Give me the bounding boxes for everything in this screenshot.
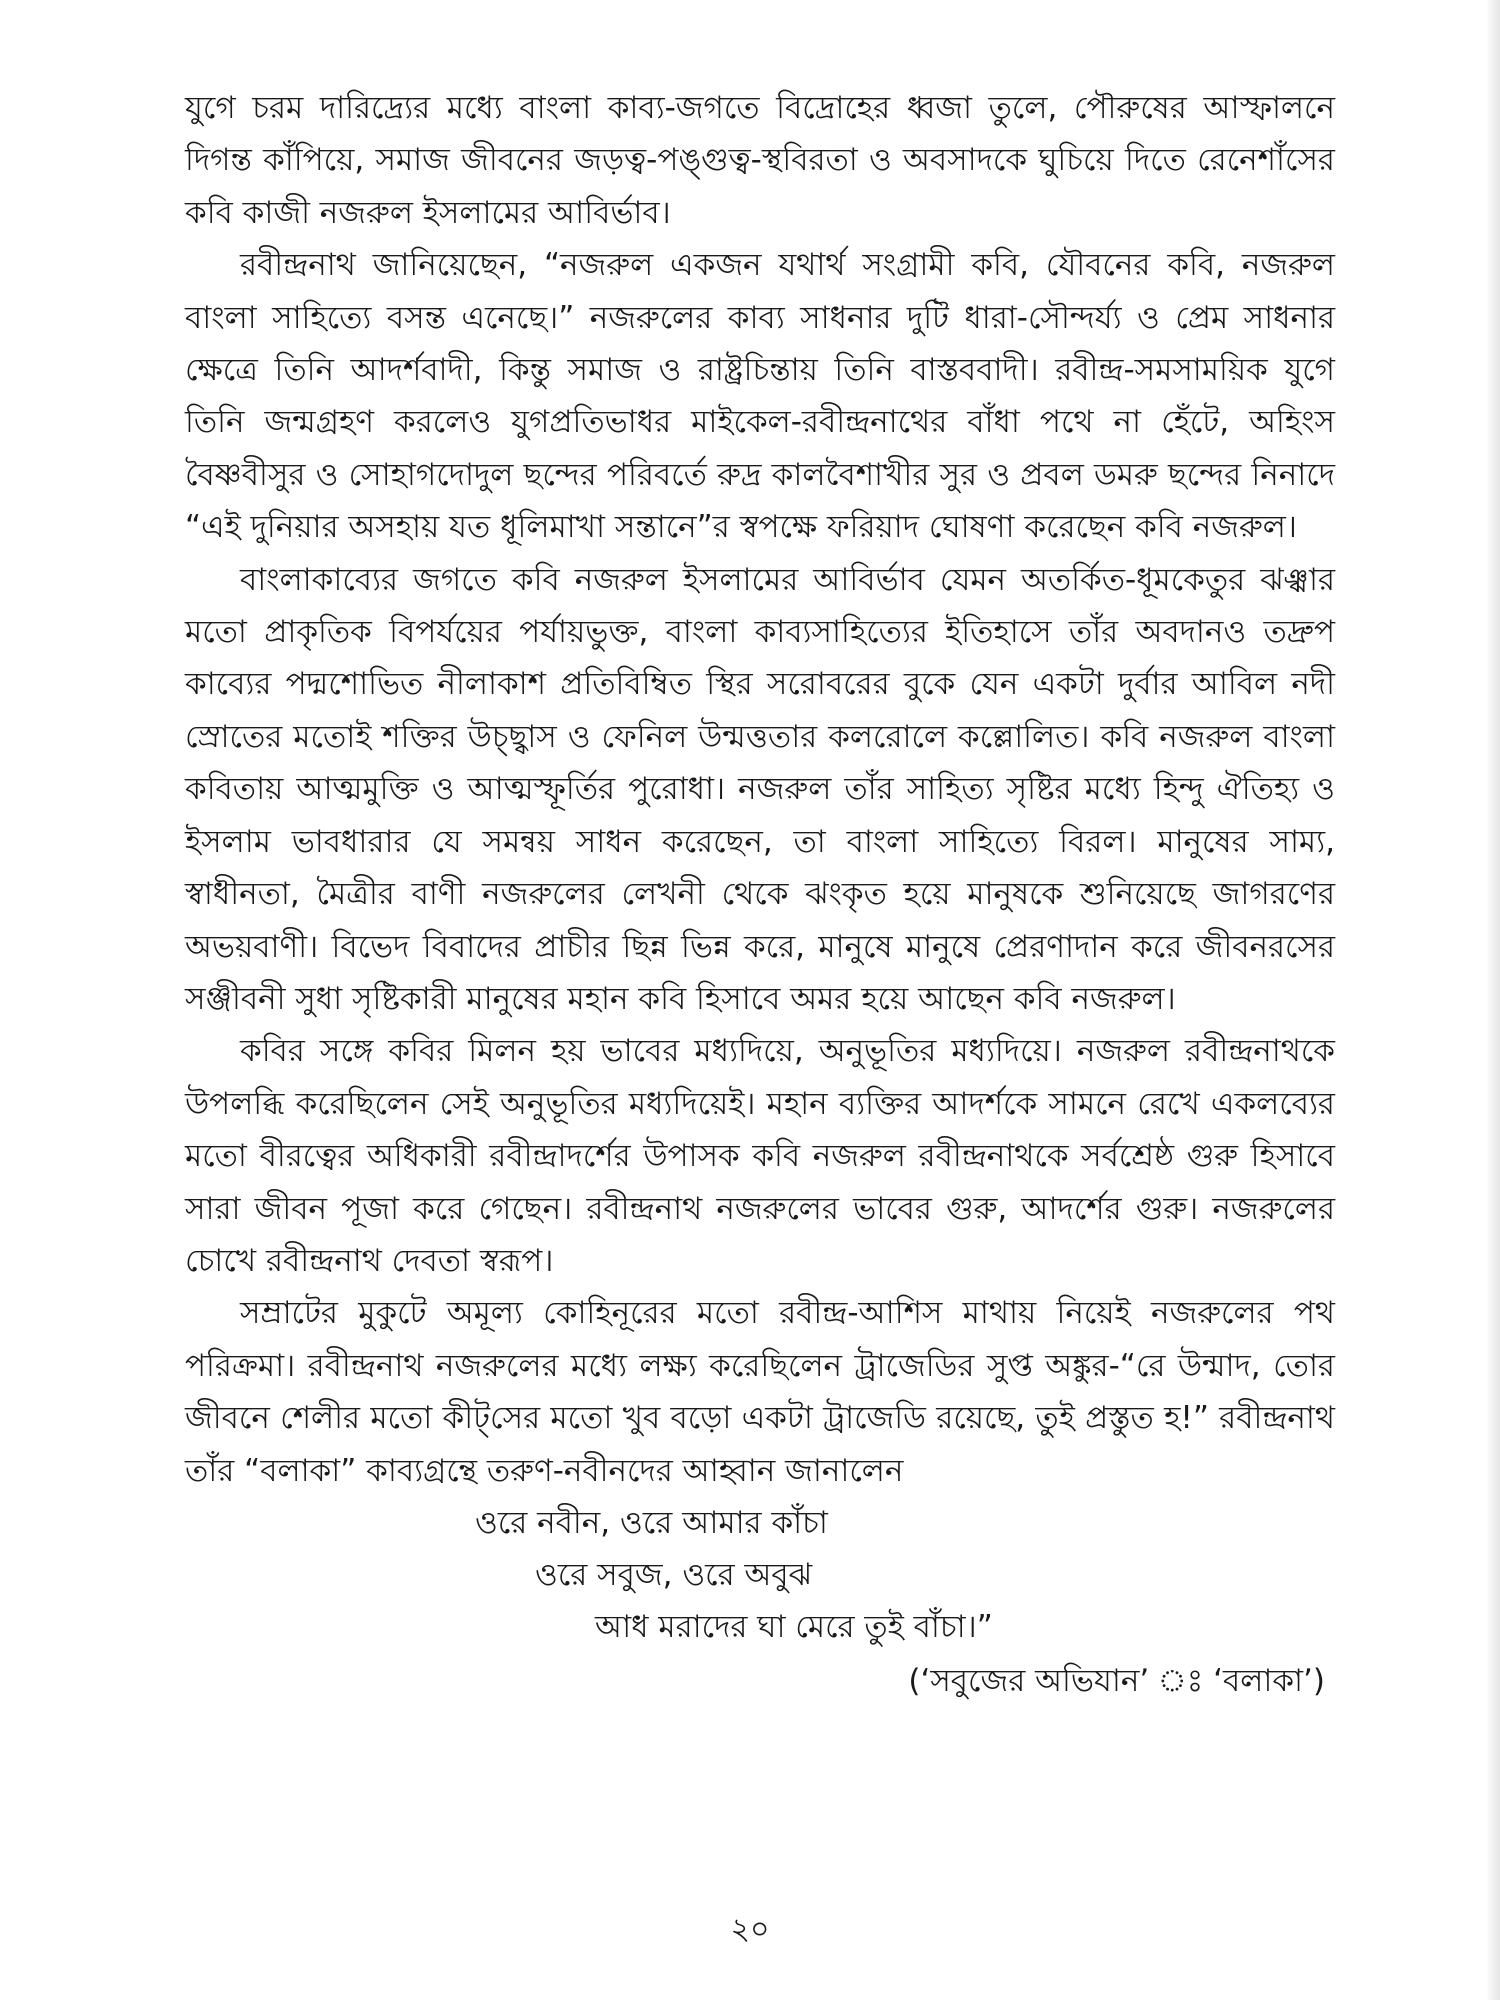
paragraph-2: রবীন্দ্রনাথ জানিয়েছেন, “নজরুল একজন যথার্থ সংগ্রামী কবি, যৌবনের কবি, নজরুল বাংলা সাহিত্যে বসন্ত এনেছে।” নজরুলের কাব্য সাধনার দুটি ধারা-সৌন্দর্য্য ও প্রেম সাধনার ক্ষেত্রে তিনি আদর্শবাদী, কিন্তু সমাজ ও রাষ্ট্রচিন্তায় তিনি বাস্তববাদী। রবীন্দ্র-সমসাময়িক যুগে তিনি জন্মগ্রহণ করলেও যুগপ্রতিভাধর মাইকেল-রবীন্দ্রনাথের বাঁধা পথে না হেঁটে, অহিংস বৈষ্ণবীসুর ও সোহাগদোদুল ছন্দের পরিবর্তে রুদ্র কালবৈশাখীর সুর ও প্রবল ডমরু ছন্দের নিনাদে “এই দুনিয়ার অসহায় যত ধূলিমাখা সন্তানে”র স্বপক্ষে ফরিয়াদ ঘোষণা করেছেন কবি নজরুল। bbox=[185, 247, 1335, 546]
paragraph-5: সম্রাটের মুকুটে অমূল্য কোহিনূরের মতো রবীন্দ্র-আশিস মাথায় নিয়েই নজরুলের পথ পরিক্রমা। রবীন্দ্রনাথ নজরুলের মধ্যে লক্ষ্য করেছিলেন ট্রাজেডির সুপ্ত অঙ্কুর-“রে উন্মাদ, তোর জীবনে শেলীর মতো কীট্‌সের মতো খুব বড়ো একটা ট্রাজেডি রয়েছে, তুই প্রস্তুত হ!” রবীন্দ্রনাথ তাঁর “বলাকা” কাব্যগ্রন্থে তরুণ-নবীনদের আহ্বান জানালেন bbox=[185, 1295, 1335, 1489]
quoted-verse bbox=[185, 1497, 1335, 1707]
page-number: ২০ bbox=[730, 1912, 770, 1947]
verse-line-1: ওরে নবীন, ওরে আমার কাঁচা bbox=[475, 1504, 828, 1541]
paragraph-1: যুগে চরম দারিদ্র্যের মধ্যে বাংলা কাব্য-জগতে বিদ্রোহের ধ্বজা তুলে, পৌরুষের আস্ফালনে দিগন্ত কাঁপিয়ে, সমাজ জীবনের জড়ত্ব-পঙ্গুত্ব-স্থবিরতা ও অবসাদকে ঘুচিয়ে দিতে রেনেশাঁসের কবি কাজী নজরুল ইসলামের আবির্ভাব। bbox=[185, 90, 1335, 231]
body-text bbox=[185, 82, 1335, 1707]
paragraph-3: বাংলাকাব্যের জগতে কবি নজরুল ইসলামের আবির্ভাব যেমন অতর্কিত-ধূমকেতুর ঝঞ্ঝার মতো প্রাকৃতিক বিপর্যয়ের পর্যায়ভুক্ত, বাংলা কাব্যসাহিত্যের ইতিহাসে তাঁর অবদানও তদ্রুপ কাব্যের পদ্মশোভিত নীলাকাশ প্রতিবিম্বিত স্থির সরোবরের বুকে যেন একটা দুর্বার আবিল নদী স্রোতের মতোই শক্তির উচ্ছ্বাস ও ফেনিল উন্মত্ততার কলরোলে কল্লোলিত। কবি নজরুল বাংলা কবিতায় আত্মমুক্তি ও আত্মস্ফূর্তির পুরোধা। নজরুল তাঁর সাহিত্য সৃষ্টির মধ্যে হিন্দু ঐতিহ্য ও ইসলাম ভাবধারার যে সমন্বয় সাধন করেছেন, তা বাংলা সাহিত্যে বিরল। মানুষের সাম্য, স্বাধীনতা, মৈত্রীর বাণী নজরুলের লেখনী থেকে ঝংকৃত হয়ে মানুষকে শুনিয়েছে জাগরণের অভয়বাণী। বিভেদ বিবাদের প্রাচীর ছিন্ন ভিন্ন করে, মানুষে মানুষে প্রেরণাদান করে জীবনরসের সঞ্জীবনী সুধা সৃষ্টিকারী মানুষের মহান কবি হিসাবে অমর হয়ে আছেন কবি নজরুল। bbox=[185, 561, 1335, 1017]
page-edge-shadow bbox=[1486, 0, 1500, 2000]
paragraph-4: কবির সঙ্গে কবির মিলন হয় ভাবের মধ্যদিয়ে, অনুভূতির মধ্যদিয়ে। নজরুল রবীন্দ্রনাথকে উপলব্ধি করেছিলেন সেই অনুভূতির মধ্যদিয়েই। মহান ব্যক্তির আদর্শকে সামনে রেখে একলব্যের মতো বীরত্বের অধিকারী রবীন্দ্রাদর্শের উপাসক কবি নজরুল রবীন্দ্রনাথকে সর্বশ্রেষ্ঠ গুরু হিসাবে সারা জীবন পূজা করে গেছেন। রবীন্দ্রনাথ নজরুলের ভাবের গুরু, আদর্শের গুরু। নজরুলের চোখে রবীন্দ্রনাথ দেবতা স্বরূপ। bbox=[185, 1033, 1335, 1279]
verse-citation: (‘সবুজের অভিযান’ ঃ ‘বলাকা’) bbox=[908, 1662, 1325, 1699]
verse-line-2: ওরে সবুজ, ওরে অবুঝ bbox=[535, 1556, 813, 1593]
verse-line-3: আধ মরাদের ঘা মেরে তুই বাঁচা।” bbox=[595, 1608, 993, 1645]
